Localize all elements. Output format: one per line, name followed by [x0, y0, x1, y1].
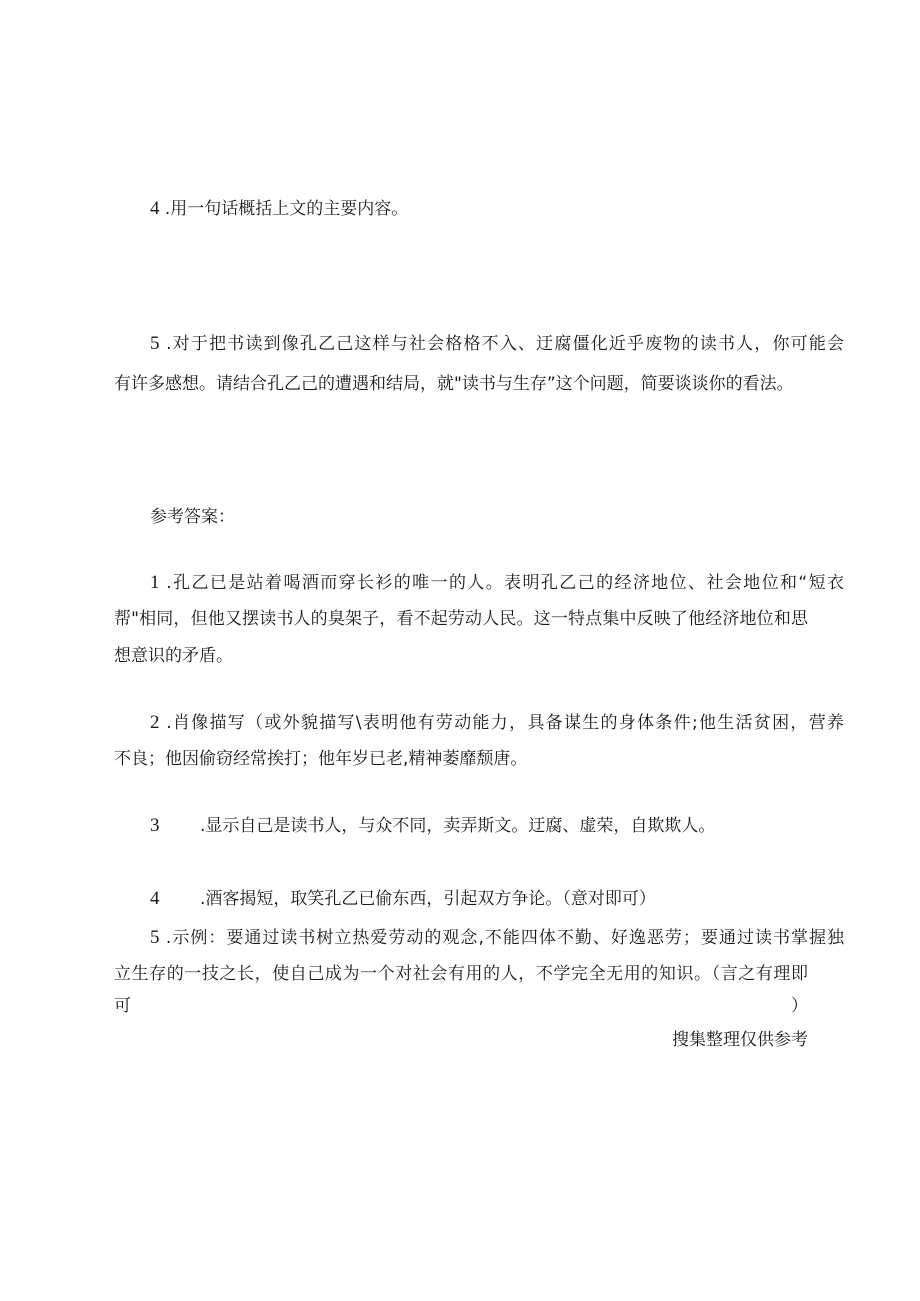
answer-1 [114, 567, 844, 599]
answer-1-line-2: 帮"相同，但他又摆读书人的臭架子，看不起劳动人民。这一特点集中反映了他经济地位和思 [114, 609, 808, 629]
question-text: .对于把书读到像孔乙己这样与社会格格不入、迂腐僵化近乎废物的读书人，你可能会 [159, 334, 844, 354]
answer-text: .孔乙已是站着喝酒而穿长衫的唯一的人。表明孔乙己的经济地位、社会地位和“短衣 [159, 573, 844, 593]
footer-note: 搜集整理仅供参考 [672, 1030, 808, 1050]
answer-4 [114, 883, 844, 915]
question-number: 4 [150, 198, 160, 219]
question-5-line-2: 有许多感想。请结合孔乙己的遭遇和结局，就"读书与生存”这个问题，简要谈谈你的看法。 [114, 374, 794, 394]
answer-5 [114, 922, 844, 954]
question-number: 5 [150, 333, 160, 354]
answer-2-line-2: 不良；他因偷窃经常挨打；他年岁已老,精神萎靡颓唐。 [114, 749, 528, 769]
answer-1-line-3: 想意识的矛盾。 [114, 646, 233, 666]
question-5 [114, 328, 844, 360]
question-4 [114, 193, 844, 225]
answer-number: 5 [150, 927, 160, 948]
answer-5-line-2: 立生存的一技之长，使自己成为一个对社会有用的人，不学完全无用的知识。（言之有理即可） [114, 964, 808, 1016]
answer-number: 4 [150, 888, 160, 909]
answer-text: .酒客揭短，取笑孔乙已偷东西，引起双方争论。（意对即可） [200, 889, 656, 909]
answer-number: 1 [150, 572, 160, 593]
answer-number: 3 [150, 815, 160, 836]
answer-text: .显示自己是读书人，与众不同，卖弄斯文。迂腐、虚荣，自欺欺人。 [200, 816, 716, 836]
answer-3 [114, 810, 844, 842]
answers-heading: 参考答案： [150, 507, 235, 527]
question-text: .用一句话概括上文的主要内容。 [159, 199, 409, 219]
answer-text: .示例：要通过读书树立热爱劳动的观念,不能四体不勤、好逸恶劳；要通过读书掌握独 [159, 928, 844, 948]
answer-text: .肖像描写（或外貌描写\表明他有劳动能力，具备谋生的身体条件;他生活贫困，营养 [159, 713, 844, 733]
answer-2 [114, 707, 844, 739]
answer-number: 2 [150, 712, 160, 733]
